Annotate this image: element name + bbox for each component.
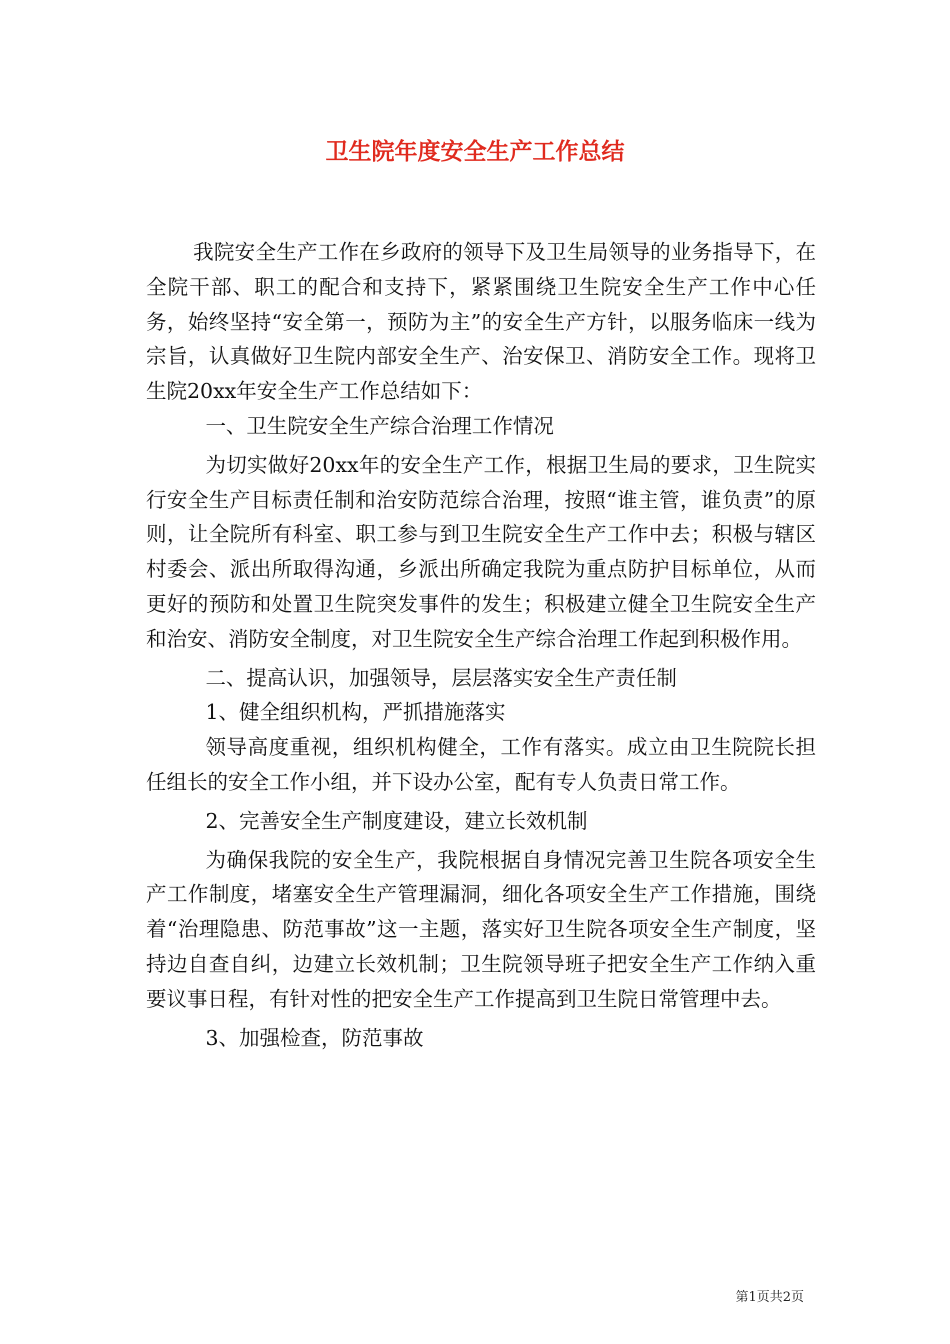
section-heading-2: 二、提高认识，加强领导，层层落实安全生产责任制 [205,665,677,690]
paragraph-section-1: 为切实做好20xx年的安全生产工作，根据卫生局的要求，卫生院实行安全生产目标责任制和治安防范综合治理，按照“谁主管，谁负责”的原则，让全院所有科室、职工参与到卫生院安全生产工作中去；积极与辖区村委会、派出所取得沟通，乡派出所确定我院为重点防护目标单位，从而更好的预防和处置卫生院突发事件的发生；积极建立健全卫生院安全生产和治安、消防安全制度，对卫生院安全生产综合治理工作起到积极作用。 [146,452,816,651]
page-number: 第1页共2页 [735,1290,804,1305]
subsection-heading-3: 3、加强检查，防范事故 [205,1025,424,1050]
document-title: 卫生院年度安全生产工作总结 [325,138,625,165]
subsection-heading-2: 2、完善安全生产制度建设，建立长效机制 [205,808,588,833]
paragraph-subsection-1: 领导高度重视，组织机构健全，工作有落实。成立由卫生院院长担任组长的安全工作小组，并下设办公室，配有专人负责日常工作。 [146,735,816,794]
document-body [146,235,816,1055]
paragraph-intro: 我院安全生产工作在乡政府的领导下及卫生局领导的业务指导下，在全院干部、职工的配合和支持下，紧紧围绕卫生院安全生产工作中心任务，始终坚持“安全第一，预防为主”的安全生产方针，以服务临床一线为宗旨，认真做好卫生院内部安全生产、治安保卫、消防安全工作。现将卫生院20xx年安全生产工作总结如下： [146,240,816,404]
paragraph-subsection-2: 为确保我院的安全生产，我院根据自身情况完善卫生院各项安全生产工作制度，堵塞安全生产管理漏洞，细化各项安全生产工作措施，围绕着“治理隐患、防范事故”这一主题，落实好卫生院各项安全生产制度，坚持边自查自纠，边建立长效机制；卫生院领导班子把安全生产工作纳入重要议事日程，有针对性的把安全生产工作提高到卫生院日常管理中去。 [146,847,816,1011]
section-heading-1: 一、卫生院安全生产综合治理工作情况 [205,413,554,438]
subsection-heading-1: 1、健全组织机构，严抓措施落实 [205,700,506,725]
